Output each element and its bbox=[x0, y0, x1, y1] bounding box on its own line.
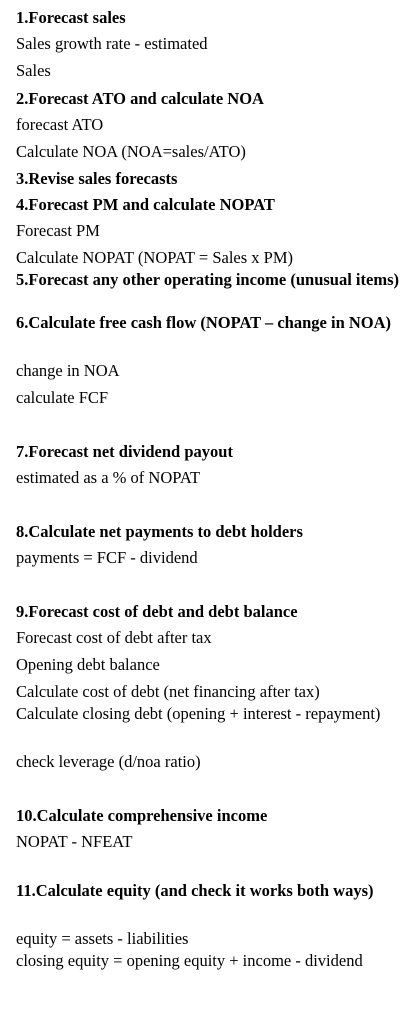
step-2-heading: 2.Forecast ATO and calculate NOA bbox=[16, 89, 264, 108]
step-8-item-1: payments = FCF - dividend bbox=[16, 548, 198, 567]
step-4-item-2: Calculate NOPAT (NOPAT = Sales x PM) bbox=[16, 248, 293, 267]
step-3-heading: 3.Revise sales forecasts bbox=[16, 169, 178, 188]
step-8-heading: 8.Calculate net payments to debt holders bbox=[16, 522, 303, 541]
step-6-item-1: change in NOA bbox=[16, 361, 120, 380]
step-9-item-1: Forecast cost of debt after tax bbox=[16, 628, 212, 647]
step-9-item-5: check leverage (d/noa ratio) bbox=[16, 752, 201, 771]
step-1-item-1: Sales growth rate - estimated bbox=[16, 34, 208, 53]
step-2-item-1: forecast ATO bbox=[16, 115, 104, 134]
step-11-item-2: closing equity = opening equity + income - dividend bbox=[16, 951, 363, 970]
step-1-heading: 1.Forecast sales bbox=[16, 8, 126, 27]
step-9-item-4: Calculate closing debt (opening + interest - repayment) bbox=[16, 704, 381, 723]
step-10-heading: 10.Calculate comprehensive income bbox=[16, 806, 268, 825]
step-10-item-1: NOPAT - NFEAT bbox=[16, 832, 133, 851]
step-9-heading: 9.Forecast cost of debt and debt balance bbox=[16, 602, 298, 621]
step-2-item-2: Calculate NOA (NOA=sales/ATO) bbox=[16, 142, 246, 161]
step-6-item-2: calculate FCF bbox=[16, 388, 109, 407]
step-11-item-1: equity = assets - liabilities bbox=[16, 929, 189, 948]
step-9-item-3: Calculate cost of debt (net financing after tax) bbox=[16, 682, 320, 701]
step-7-item-1: estimated as a % of NOPAT bbox=[16, 468, 201, 487]
step-6-heading: 6.Calculate free cash flow (NOPAT – change in NOA) bbox=[16, 313, 392, 332]
step-4-item-1: Forecast PM bbox=[16, 221, 100, 240]
step-9-item-2: Opening debt balance bbox=[16, 655, 160, 674]
step-11-heading: 11.Calculate equity (and check it works both ways) bbox=[16, 881, 374, 900]
step-5-heading: 5.Forecast any other operating income (unusual items) bbox=[16, 270, 399, 289]
step-4-heading: 4.Forecast PM and calculate NOPAT bbox=[16, 195, 275, 214]
step-1-item-2: Sales bbox=[16, 61, 51, 80]
step-7-heading: 7.Forecast net dividend payout bbox=[16, 442, 233, 461]
